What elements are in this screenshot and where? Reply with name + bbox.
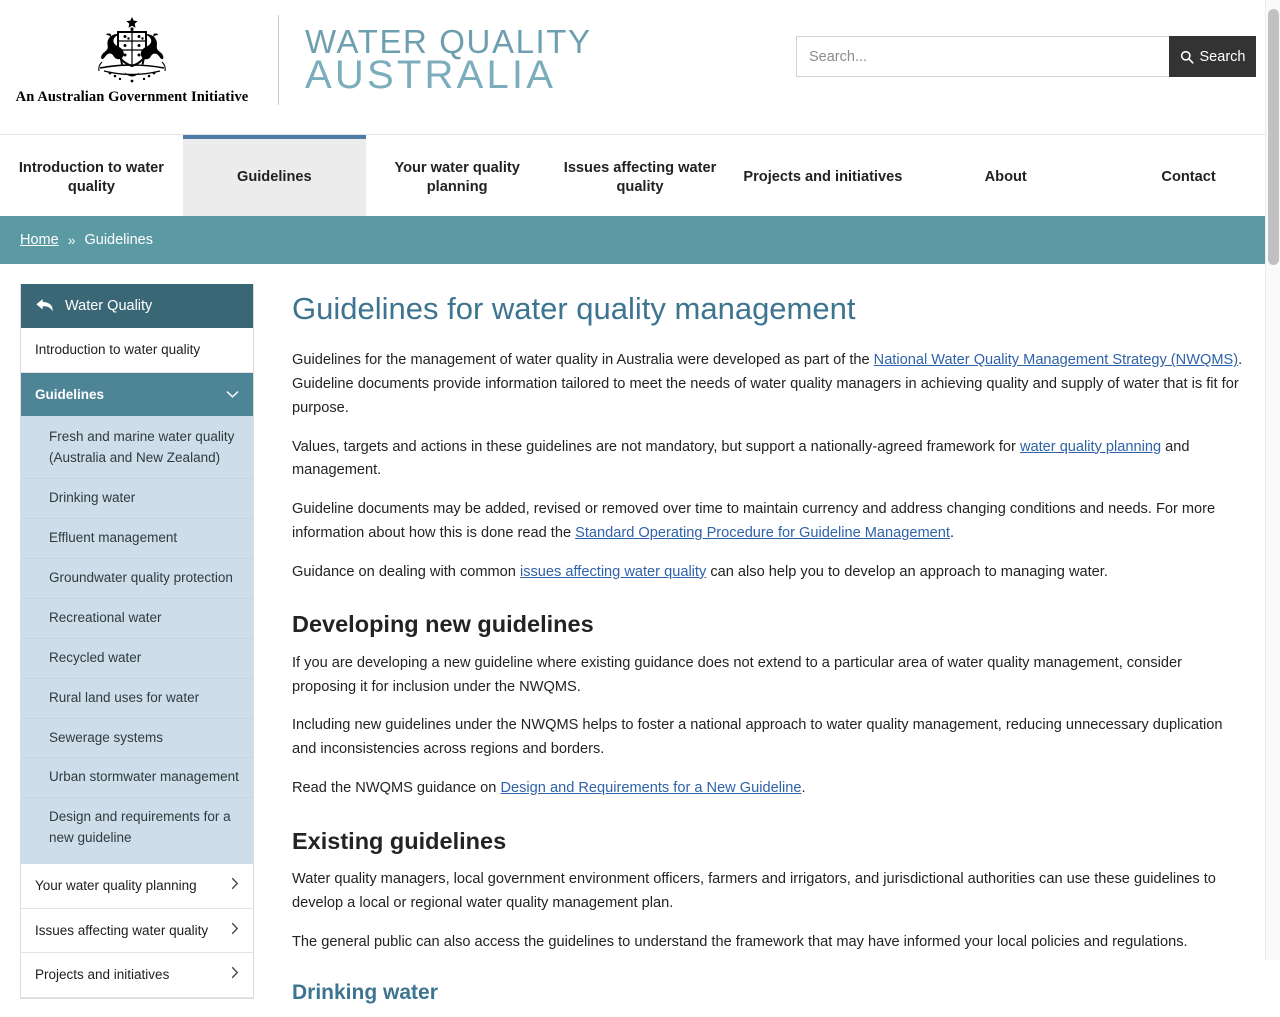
intro-p2-text-a: Values, targets and actions in these guidelines are not mandatory, but support a nationally-agreed framework for — [292, 438, 1020, 455]
breadcrumb — [0, 216, 1280, 264]
sidebar-subitem-groundwater-quality-protection[interactable]: Groundwater quality protection — [21, 559, 253, 599]
brand-divider — [278, 15, 279, 105]
nav-item-projects-and-initiatives[interactable]: Projects and initiatives — [731, 135, 914, 216]
australian-coat-of-arms-icon — [80, 14, 184, 88]
existing-paragraph-2: The general public can also access the guidelines to understand the framework that may have informed your local policies and regulations. — [292, 933, 1188, 950]
search-button-label: Search — [1199, 48, 1246, 65]
sidebar-header-label: Water Quality — [65, 298, 153, 314]
site-search — [796, 36, 1256, 77]
intro-p1-text-a: Guidelines for the management of water quality in Australia were developed as part of the — [292, 352, 874, 369]
chevron-right-icon — [231, 921, 239, 941]
link-nwqms[interactable]: National Water Quality Management Strategy (NWQMS) — [873, 352, 1239, 369]
intro-p2-text-b: and management. — [292, 438, 1190, 479]
site-header — [0, 0, 1280, 134]
chevron-down-icon — [226, 385, 239, 405]
nav-item-issues-affecting-water-quality[interactable]: Issues affecting water quality — [549, 135, 732, 216]
search-icon — [1180, 50, 1194, 64]
developing-p3-text-a: Read the NWQMS guidance on — [292, 779, 501, 796]
sidebar-subitem-design-and-requirements-for-a-new-guideline[interactable]: Design and requirements for a new guideline — [49, 809, 231, 846]
existing-paragraph-1: Water quality managers, local government environment officers, farmers and irrigators, and jurisdictional authorities can use these guidelines to develop a local or regional water quality management plan. — [292, 871, 1216, 911]
chevron-right-icon — [231, 876, 239, 896]
sidebar-subitem-rural-land-uses-for-water[interactable]: Rural land uses for water — [21, 679, 253, 719]
developing-paragraph-2: Including new guidelines under the NWQMS helps to foster a national approach to water quality management, reducing unnecessary duplication and inconsistencies across regions and borders. — [292, 717, 1223, 758]
page-title: Guidelines for water quality management — [292, 291, 856, 326]
intro-p3-text-a: Guideline documents may be added, revised or removed over time to maintain currency and address changing conditions and needs. For more information about how this is done read the — [292, 501, 1216, 541]
sidebar-item-your-water-quality-planning[interactable] — [21, 864, 253, 909]
sidebar-subitem-sewerage-systems[interactable]: Sewerage systems — [21, 719, 253, 759]
developing-paragraph-1: If you are developing a new guideline where existing guidance does not extend to a particular area of water quality management, consider proposing it for inclusion under the NWQMS. — [292, 654, 1182, 695]
sidebar-item-issues-affecting-water-quality[interactable] — [21, 909, 253, 954]
page-body — [0, 264, 1280, 1017]
intro-p4-text-b: can also help you to develop an approach to managing water. — [706, 563, 1108, 580]
sidebar-item-guidelines[interactable] — [21, 373, 253, 417]
sidebar-subitem-recreational-water[interactable]: Recreational water — [21, 599, 253, 639]
sidebar-item-projects-and-initiatives[interactable] — [21, 953, 253, 998]
intro-p3-text-b: . — [949, 524, 955, 541]
nav-item-introduction-to-water-quality[interactable]: Introduction to water quality — [0, 135, 183, 216]
sidebar-navigation — [20, 284, 254, 999]
sidebar-item-label: Introduction to water quality — [35, 342, 201, 357]
search-input[interactable] — [796, 36, 1169, 77]
intro-paragraph-4 — [292, 561, 1244, 585]
subsection-heading-drinking-water: Drinking water — [292, 981, 438, 1005]
intro-p1-text-b: . Guideline documents provide information tailored to meet the needs of water quality managers in achieving quality and supply of water that is fit for purpose. — [292, 352, 1243, 416]
sidebar-subitem-recycled-water[interactable]: Recycled water — [21, 639, 253, 679]
sidebar-header-water-quality[interactable] — [21, 284, 253, 328]
sidebar-submenu-guidelines — [21, 416, 253, 864]
link-issues-affecting-water-quality[interactable]: issues affecting water quality — [519, 563, 707, 580]
australian-government-logo[interactable] — [12, 14, 252, 106]
sidebar-subitem-urban-stormwater-management[interactable]: Urban stormwater management — [21, 758, 253, 798]
sidebar-item-introduction-to-water-quality[interactable] — [21, 328, 253, 373]
developing-p3-text-b: . — [801, 779, 806, 796]
sidebar-subitem-drinking-water[interactable]: Drinking water — [21, 479, 253, 519]
sidebar-subitem-effluent-management[interactable]: Effluent management — [21, 519, 253, 559]
intro-paragraph-3 — [292, 498, 1244, 546]
link-water-quality-planning[interactable]: water quality planning — [1019, 438, 1162, 455]
back-arrow-icon — [35, 298, 55, 314]
nav-item-your-water-quality-planning[interactable]: Your water quality planning — [366, 135, 549, 216]
nav-item-about[interactable]: About — [914, 135, 1097, 216]
main-content — [254, 284, 1280, 1017]
sidebar-item-label: Guidelines — [35, 386, 105, 402]
section-heading-existing-guidelines: Existing guidelines — [292, 827, 507, 854]
section-heading-developing-new-guidelines: Developing new guidelines — [292, 611, 594, 638]
sidebar-subitem-fresh-and-marine-water-quality[interactable]: Fresh and marine water quality (Australia and New Zealand) — [21, 418, 253, 479]
intro-p4-text-a: Guidance on dealing with common — [292, 563, 520, 580]
chevron-right-icon — [231, 965, 239, 985]
sidebar-item-label: Projects and initiatives — [35, 967, 170, 983]
breadcrumb-current: Guidelines — [84, 232, 153, 248]
nav-item-contact[interactable]: Contact — [1097, 135, 1280, 216]
brand-lockup[interactable] — [12, 8, 592, 112]
main-navigation — [0, 134, 1280, 216]
scrollbar-thumb[interactable] — [1268, 9, 1279, 265]
logo-line-2: AUSTRALIA — [305, 52, 557, 97]
link-design-and-requirements-for-a-new-guideline[interactable]: Design and Requirements for a New Guideline — [500, 779, 802, 796]
breadcrumb-home-link[interactable]: Home — [20, 232, 59, 248]
page-scrollbar[interactable] — [1265, 0, 1280, 960]
breadcrumb-separator-icon: » — [67, 232, 76, 248]
intro-paragraph-2 — [292, 436, 1244, 484]
sidebar-item-label: Issues affecting water quality — [35, 922, 209, 938]
logo-line-1: WATER QUALITY — [305, 22, 592, 60]
water-quality-australia-logo[interactable] — [305, 22, 592, 97]
nav-item-guidelines[interactable]: Guidelines — [183, 135, 366, 216]
link-standard-operating-procedure[interactable]: Standard Operating Procedure for Guideline Management — [575, 524, 950, 541]
intro-paragraph-1 — [292, 349, 1244, 420]
crest-caption: An Australian Government Initiative — [15, 89, 249, 105]
sidebar-item-label: Your water quality planning — [35, 878, 197, 894]
search-button[interactable] — [1169, 36, 1256, 77]
developing-paragraph-3 — [292, 777, 1244, 801]
